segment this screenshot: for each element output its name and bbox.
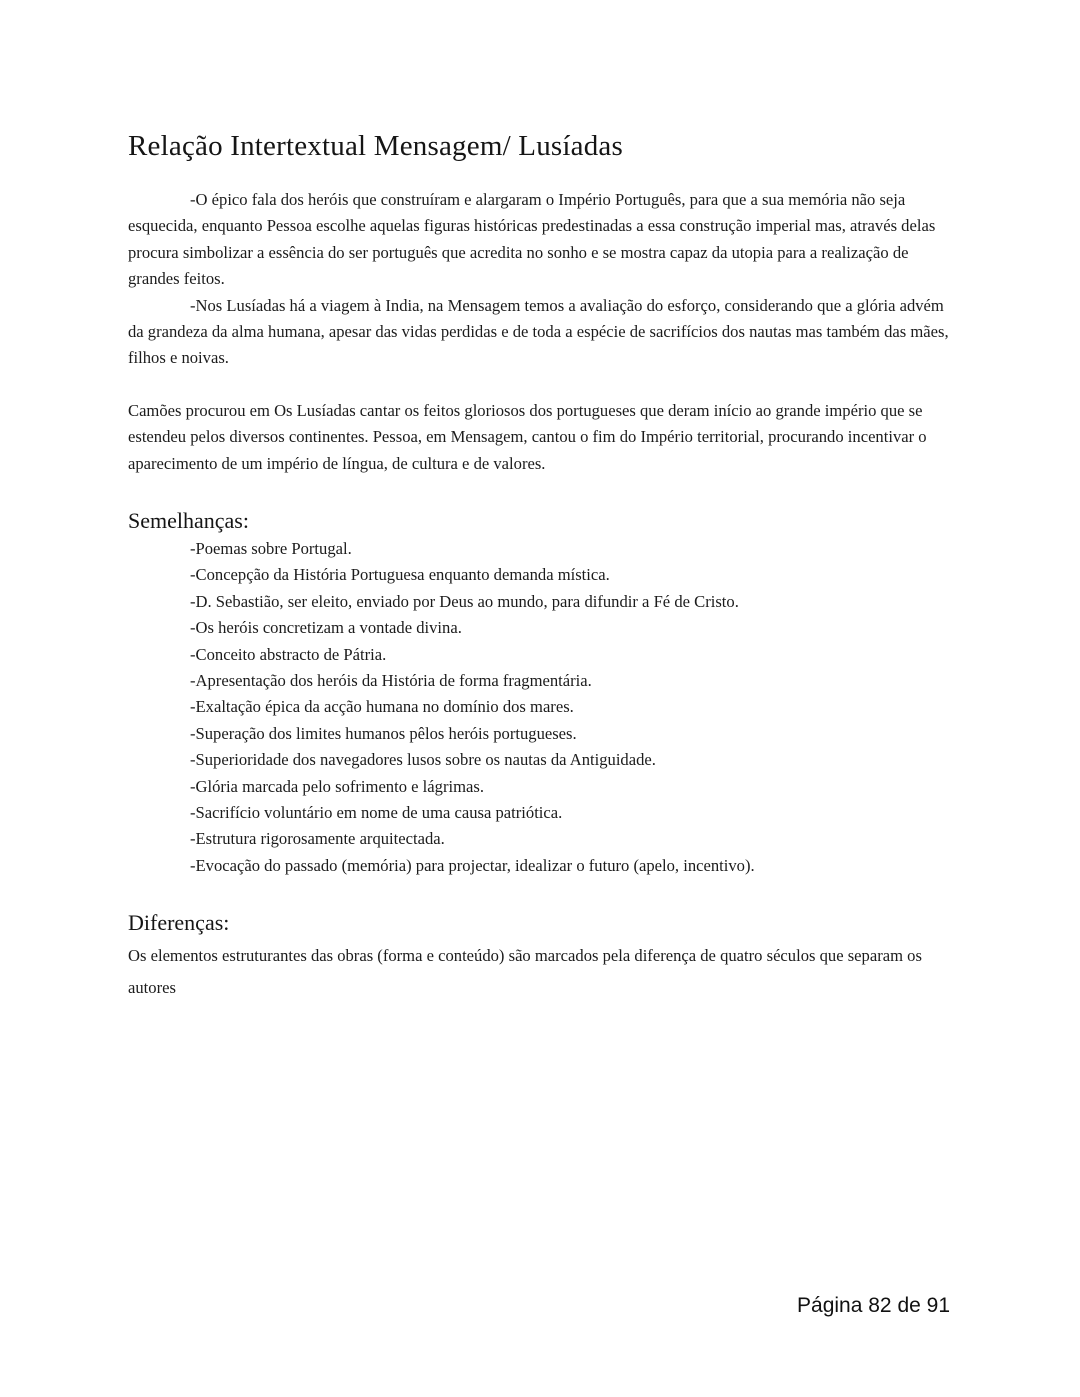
- list-item: -Poemas sobre Portugal.: [190, 539, 352, 558]
- page-title: Relação Intertextual Mensagem/ Lusíadas: [128, 130, 623, 162]
- intro-paragraph-1: -O épico fala dos heróis que construíram e alargaram o Império Português, para que a sua memória não seja esquecida, enquanto Pessoa escolhe aquelas figuras históricas predestinadas a essa construção imperial mas, através delas procura simbolizar a essência do ser português que acredita no sonho e se mostra capaz da utopia para a realização de grandes feitos.: [128, 190, 936, 289]
- list-item: -Apresentação dos heróis da História de forma fragmentária.: [190, 671, 592, 691]
- list-item: -Superioridade dos navegadores lusos sobre os nautas da Antiguidade.: [190, 750, 656, 770]
- list-item: -Exaltação épica da acção humana no domínio dos mares.: [190, 697, 574, 717]
- intro-paragraph-2: -Nos Lusíadas há a viagem à India, na Mensagem temos a avaliação do esforço, considerando que a glória advém da grandeza da alma humana, apesar das vidas perdidas e de toda a espécie de sacrifícios dos nautas mas também das mães, filhos e noivas.: [128, 295, 949, 368]
- list-item: -Evocação do passado (memória) para projectar, idealizar o futuro (apelo, incentivo).: [190, 855, 755, 875]
- intro-section: [128, 187, 958, 372]
- list-item: -Glória marcada pelo sofrimento e lágrimas.: [190, 776, 484, 796]
- diferencas-text: Os elementos estruturantes das obras (forma e conteúdo) são marcados pela diferença de quatro séculos que separam os autores: [128, 946, 922, 997]
- list-item: -Sacrifício voluntário em nome de uma causa patriótica.: [190, 803, 563, 823]
- list-item: -D. Sebastião, ser eleito, enviado por Deus ao mundo, para difundir a Fé de Cristo.: [190, 591, 739, 611]
- list-item: -Concepção da História Portuguesa enquanto demanda mística.: [190, 565, 610, 585]
- page-number: Página 82 de 91: [797, 1294, 950, 1317]
- list-item: -Estrutura rigorosamente arquitectada.: [190, 829, 445, 849]
- list-item: -Superação dos limites humanos pêlos heróis portugueses.: [190, 723, 577, 743]
- semelhancas-list: [190, 536, 755, 879]
- semelhancas-heading: Semelhanças:: [128, 508, 249, 533]
- list-item: -Conceito abstracto de Pátria.: [190, 644, 387, 664]
- diferencas-heading: Diferenças:: [128, 910, 230, 935]
- comparison-paragraph: Camões procurou em Os Lusíadas cantar os feitos gloriosos dos portugueses que deram início ao grande império que se estendeu pelos diversos continentes. Pessoa, em Mensagem, cantou o fim do Império territorial, procurando incentivar o aparecimento de um império de língua, de cultura e de valores.: [128, 401, 927, 473]
- list-item: -Os heróis concretizam a vontade divina.: [190, 618, 462, 638]
